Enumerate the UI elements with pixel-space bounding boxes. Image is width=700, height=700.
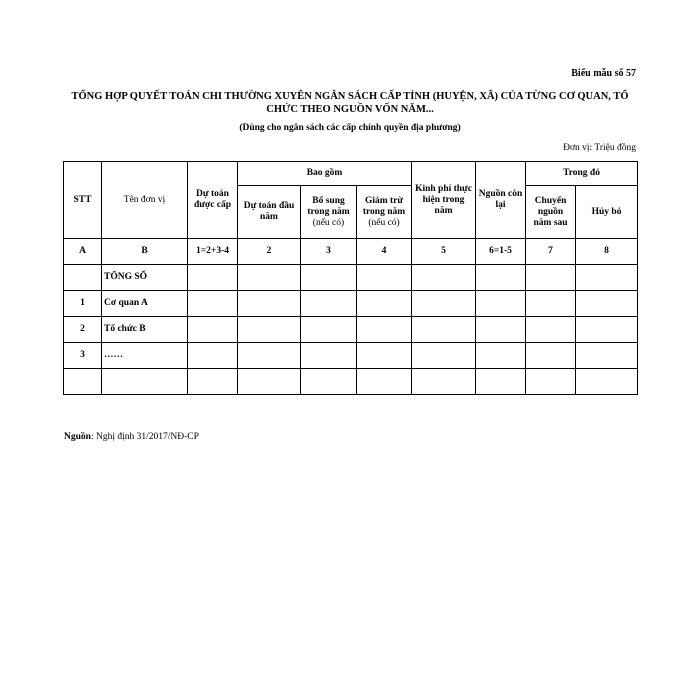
table-row — [64, 343, 638, 369]
header-giam-tru — [357, 186, 412, 239]
row-stt: 1 — [64, 291, 102, 317]
header-bo-sung-label: Bổ sung trong năm — [307, 195, 350, 217]
source-text: : Nghị định 31/2017/NĐ-CP — [90, 432, 199, 442]
header-nguon-con-lai: Nguồn còn lại — [476, 162, 526, 239]
header-giam-tru-note: (nếu có) — [368, 217, 400, 228]
row-name: Cơ quan A — [102, 291, 188, 317]
header-du-toan-dau-nam: Dự toán đầu năm — [238, 186, 301, 239]
row-name: TỔNG SỐ — [102, 265, 188, 291]
table-row — [64, 369, 638, 395]
header-huy-bo: Hủy bỏ — [576, 186, 638, 239]
table-row — [64, 291, 638, 317]
header-chuyen-nguon: Chuyển nguồn năm sau — [526, 186, 576, 239]
code-cell: 8 — [576, 239, 638, 265]
report-table — [63, 161, 638, 395]
report-title: TỔNG HỢP QUYẾT TOÁN CHI THƯỜNG XUYÊN NGÂN SÁCH CẤP TỈNH (HUYỆN, XÃ) CỦA TỪNG CƠ QUAN, TỔ CHỨC THEO NGUỒN VỐN NĂM... — [71, 91, 629, 115]
header-trong-do: Trong đó — [526, 162, 638, 186]
code-cell: 7 — [526, 239, 576, 265]
table-row — [64, 265, 638, 291]
row-stt — [64, 265, 102, 291]
header-bo-sung-note: (nếu có) — [312, 217, 345, 228]
code-cell: 3 — [301, 239, 357, 265]
code-cell: A — [64, 239, 102, 265]
table-row — [64, 317, 638, 343]
code-cell: 5 — [412, 239, 476, 265]
header-kinh-phi: Kinh phí thực hiện trong năm — [412, 162, 476, 239]
header-du-toan-duoc-cap: Dự toán được cấp — [188, 162, 238, 239]
source-note — [64, 432, 199, 442]
header-bo-sung — [301, 186, 357, 239]
row-stt: 2 — [64, 317, 102, 343]
report-subtitle: (Dùng cho ngân sách các cấp chính quyền địa phương) — [239, 123, 461, 133]
code-cell: 2 — [238, 239, 301, 265]
code-cell: B — [102, 239, 188, 265]
row-stt: 3 — [64, 343, 102, 369]
row-name — [102, 369, 188, 395]
source-label: Nguồn — [64, 432, 91, 442]
form-number: Biểu mẫu số 57 — [571, 68, 636, 79]
header-giam-tru-label: Giảm trừ trong năm — [362, 195, 406, 217]
row-name: Tổ chức B — [102, 317, 188, 343]
unit-label: Đơn vị: Triệu đồng — [563, 143, 636, 153]
header-bao-gom: Bao gồm — [238, 162, 412, 186]
code-row — [64, 239, 638, 265]
header-unit-name: Tên đơn vị — [102, 162, 188, 239]
row-name: …… — [102, 343, 188, 369]
row-stt — [64, 369, 102, 395]
code-cell: 4 — [357, 239, 412, 265]
code-cell: 6=1-5 — [476, 239, 526, 265]
header-stt: STT — [64, 162, 102, 239]
code-cell: 1=2+3-4 — [188, 239, 238, 265]
